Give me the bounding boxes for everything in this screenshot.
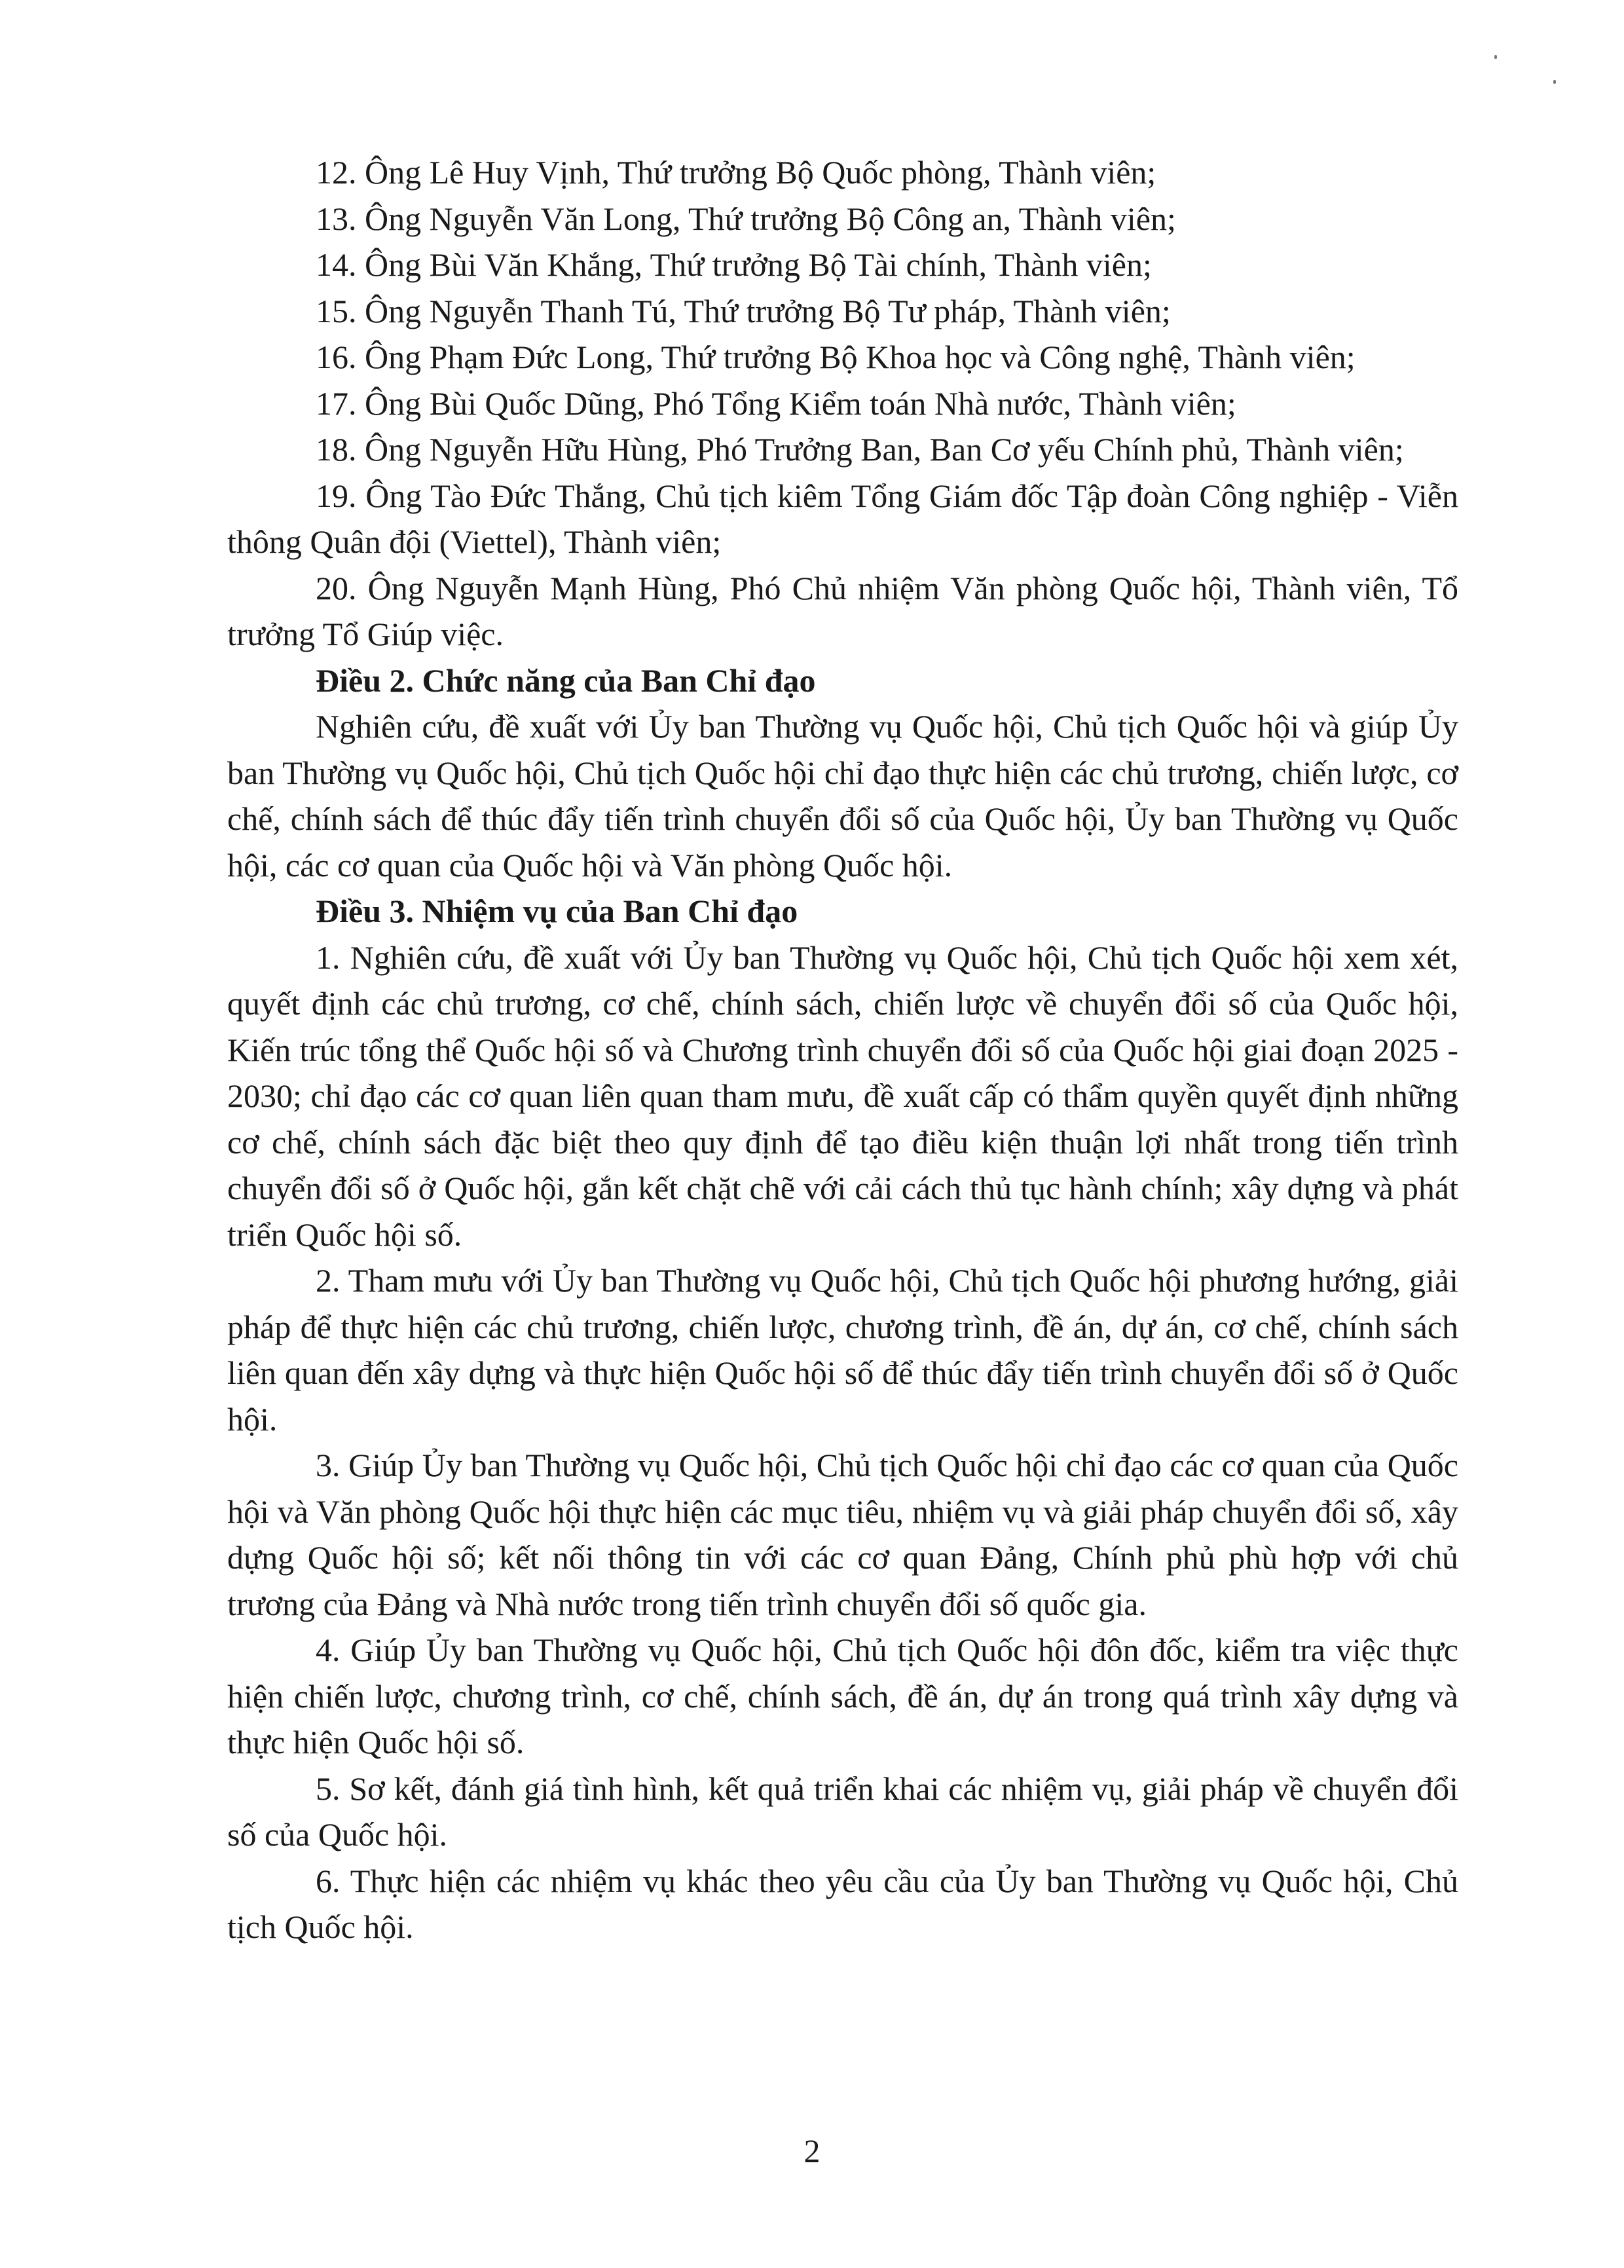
member-item: 14. Ông Bùi Văn Khắng, Thứ trưởng Bộ Tài chính, Thành viên; — [316, 246, 1152, 283]
member-item: 17. Ông Bùi Quốc Dũng, Phó Tổng Kiểm toán Nhà nước, Thành viên; — [316, 384, 1236, 422]
article-3-item: 4. Giúp Ủy ban Thường vụ Quốc hội, Chủ tịch Quốc hội đôn đốc, kiểm tra việc thực hiện chiến lược, chương trình, cơ chế, chính sách, đề án, dự án trong quá trình xây dựng và thực hiện Quốc hội số. — [227, 1631, 1458, 1760]
scan-speck — [1494, 55, 1497, 59]
document-body — [227, 149, 1458, 1950]
member-item: 16. Ông Phạm Đức Long, Thứ trưởng Bộ Khoa học và Công nghệ, Thành viên; — [316, 339, 1356, 375]
article-2-heading: Điều 2. Chức năng của Ban Chỉ đạo — [316, 661, 816, 699]
member-item: 12. Ông Lê Huy Vịnh, Thứ trưởng Bộ Quốc phòng, Thành viên; — [316, 154, 1156, 191]
scan-speck — [1553, 80, 1556, 84]
member-list — [227, 149, 1458, 658]
article-3-item: 6. Thực hiện các nhiệm vụ khác theo yêu cầu của Ủy ban Thường vụ Quốc hội, Chủ tịch Quốc hội. — [227, 1862, 1458, 1945]
member-item: 18. Ông Nguyễn Hữu Hùng, Phó Trưởng Ban, Ban Cơ yếu Chính phủ, Thành viên; — [316, 431, 1404, 468]
article-3-item: 5. Sơ kết, đánh giá tình hình, kết quả triển khai các nhiệm vụ, giải pháp về chuyển đổi số của Quốc hội. — [227, 1770, 1458, 1853]
article-2-body: Nghiên cứu, đề xuất với Ủy ban Thường vụ Quốc hội, Chủ tịch Quốc hội và giúp Ủy ban Thường vụ Quốc hội, Chủ tịch Quốc hội chỉ đạo thực hiện các chủ trương, chiến lược, cơ chế, chính sách để thúc đẩy tiến trình chuyển đổi số của Quốc hội, Ủy ban Thường vụ Quốc hội, các cơ quan của Quốc hội và Văn phòng Quốc hội. — [227, 708, 1458, 883]
article-3-item: 1. Nghiên cứu, đề xuất với Ủy ban Thường vụ Quốc hội, Chủ tịch Quốc hội xem xét, quyết định các chủ trương, cơ chế, chính sách, chiến lược về chuyển đổi số của Quốc hội, Kiến trúc tổng thể Quốc hội số và Chương trình chuyển đổi số của Quốc hội giai đoạn 2025 - 2030; chỉ đạo các cơ quan liên quan tham mưu, đề xuất cấp có thẩm quyền quyết định những cơ chế, chính sách đặc biệt theo quy định để tạo điều kiện thuận lợi nhất trong tiến trình chuyển đổi số ở Quốc hội, gắn kết chặt chẽ với cải cách thủ tục hành chính; xây dựng và phát triển Quốc hội số. — [227, 939, 1458, 1253]
article-3-item: 3. Giúp Ủy ban Thường vụ Quốc hội, Chủ tịch Quốc hội chỉ đạo các cơ quan của Quốc hội và Văn phòng Quốc hội thực hiện các mục tiêu, nhiệm vụ và giải pháp chuyển đổi số, xây dựng Quốc hội số; kết nối thông tin với các cơ quan Đảng, Chính phủ phù hợp với chủ trương của Đảng và Nhà nước trong tiến trình chuyển đổi số quốc gia. — [227, 1447, 1458, 1622]
article-3-item: 2. Tham mưu với Ủy ban Thường vụ Quốc hội, Chủ tịch Quốc hội phương hướng, giải pháp để thực hiện các chủ trương, chiến lược, chương trình, đề án, dự án, cơ chế, chính sách liên quan đến xây dựng và thực hiện Quốc hội số để thúc đẩy tiến trình chuyển đổi số ở Quốc hội. — [227, 1262, 1458, 1438]
page-number: 2 — [803, 2132, 821, 2169]
member-item: 19. Ông Tào Đức Thắng, Chủ tịch kiêm Tổng Giám đốc Tập đoàn Công nghiệp - Viễn thông Quân đội (Viettel), Thành viên; — [227, 477, 1458, 560]
member-item: 20. Ông Nguyễn Mạnh Hùng, Phó Chủ nhiệm Văn phòng Quốc hội, Thành viên, Tổ trưởng Tổ Giúp việc. — [227, 569, 1458, 652]
article-3-items — [227, 935, 1458, 1950]
article-3-heading: Điều 3. Nhiệm vụ của Ban Chỉ đạo — [316, 893, 798, 929]
member-item: 15. Ông Nguyễn Thanh Tú, Thứ trưởng Bộ Tư pháp, Thành viên; — [316, 292, 1171, 329]
member-item: 13. Ông Nguyễn Văn Long, Thứ trưởng Bộ Công an, Thành viên; — [316, 200, 1176, 237]
